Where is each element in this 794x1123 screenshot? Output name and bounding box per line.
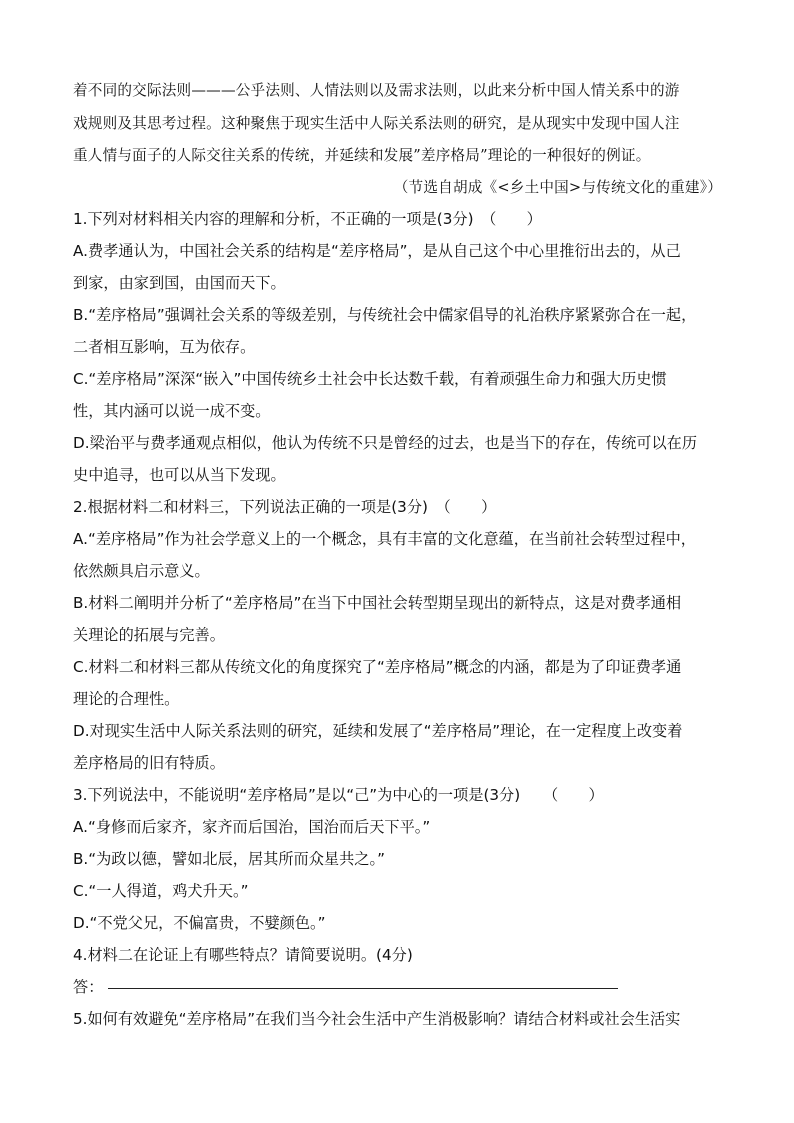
question-2-stem: 2.根据材料二和材料三，下列说法正确的一项是(3分) （ ）	[73, 498, 497, 516]
question-1-option-b: B.“差序格局”强调社会关系的等级差别，与传统社会中儒家倡导的礼治秩序紧紧弥合在一起，	[73, 306, 697, 324]
question-2-option-a: A.“差序格局”作为社会学意义上的一个概念，具有丰富的文化意蕴，在当前社会转型过程中，	[73, 530, 696, 548]
question-2-option-b: B.材料二阐明并分析了“差序格局”在当下中国社会转型期呈现出的新特点，这是对费孝通相	[73, 594, 682, 612]
question-3-option-c: C.“一人得道，鸡犬升天。”	[73, 882, 249, 900]
question-1-option-a: A.费孝通认为，中国社会关系的结构是“差序格局”，是从自己这个中心里推衍出去的，从己	[73, 242, 681, 260]
question-1-option-c: C.“差序格局”深深“嵌入”中国传统乡土社会中长达数千载，有着顽强生命力和强大历史惯	[73, 370, 667, 388]
question-2-option-c-cont: 理论的合理性。	[73, 690, 180, 708]
question-1-option-d: D.梁治平与费孝通观点相似，他认为传统不只是曾经的过去，也是当下的存在，传统可以在历	[73, 434, 698, 452]
question-2-option-b-cont: 关理论的拓展与完善。	[73, 626, 225, 644]
answer-label: 答：	[73, 978, 104, 996]
answer-blank-line[interactable]	[108, 988, 618, 989]
question-2-option-d: D.对现实生活中人际关系法则的研究，延续和发展了“差序格局”理论，在一定程度上改变着	[73, 722, 683, 740]
question-3-option-a: A.“身修而后家齐，家齐而后国治，国治而后天下平。”	[73, 818, 431, 836]
question-3-stem: 3.下列说法中，不能说明“差序格局”是以“己”为中心的一项是(3分) （ ）	[73, 786, 604, 804]
question-3-option-d: D.“不党父兄，不偏富贵，不嬖颜色。”	[73, 914, 326, 932]
question-1-option-d-cont: 史中追寻，也可以从当下发现。	[73, 466, 286, 484]
question-2-option-d-cont: 差序格局的旧有特质。	[73, 754, 225, 772]
question-1-option-a-cont: 到家，由家到国，由国而天下。	[73, 274, 286, 292]
passage-line-2: 戏规则及其思考过程。这种聚焦于现实生活中人际关系法则的研究，是从现实中发现中国人注	[73, 115, 680, 132]
question-2-option-a-cont: 依然颇具启示意义。	[73, 562, 210, 580]
question-1-option-b-cont: 二者相互影响，互为依存。	[73, 338, 256, 356]
question-1-option-c-cont: 性，其内涵可以说一成不变。	[73, 402, 271, 420]
question-5-stem: 5.如何有效避免“差序格局”在我们当今社会生活中产生消极影响？请结合材料或社会生活实	[73, 1010, 681, 1028]
passage-source: （节选自胡成《<乡土中国>与传统文化的重建》）	[393, 179, 722, 196]
question-3-option-b: B.“为政以德，譬如北辰，居其所而众星共之。”	[73, 850, 385, 868]
passage-line-1: 着不同的交际法则———公乎法则、人情法则以及需求法则，以此来分析中国人情关系中的游	[73, 82, 680, 99]
question-4-stem: 4.材料二在论证上有哪些特点？请简要说明。(4分)	[73, 946, 413, 964]
question-1-stem: 1.下列对材料相关内容的理解和分析，不正确的一项是(3分) （ ）	[73, 210, 542, 228]
passage-line-3: 重人情与面子的人际交往关系的传统，并延续和发展”差序格局”理论的一种很好的例证。	[73, 147, 651, 164]
question-2-option-c: C.材料二和材料三都从传统文化的角度探究了“差序格局”概念的内涵，都是为了印证费孝通	[73, 658, 682, 676]
